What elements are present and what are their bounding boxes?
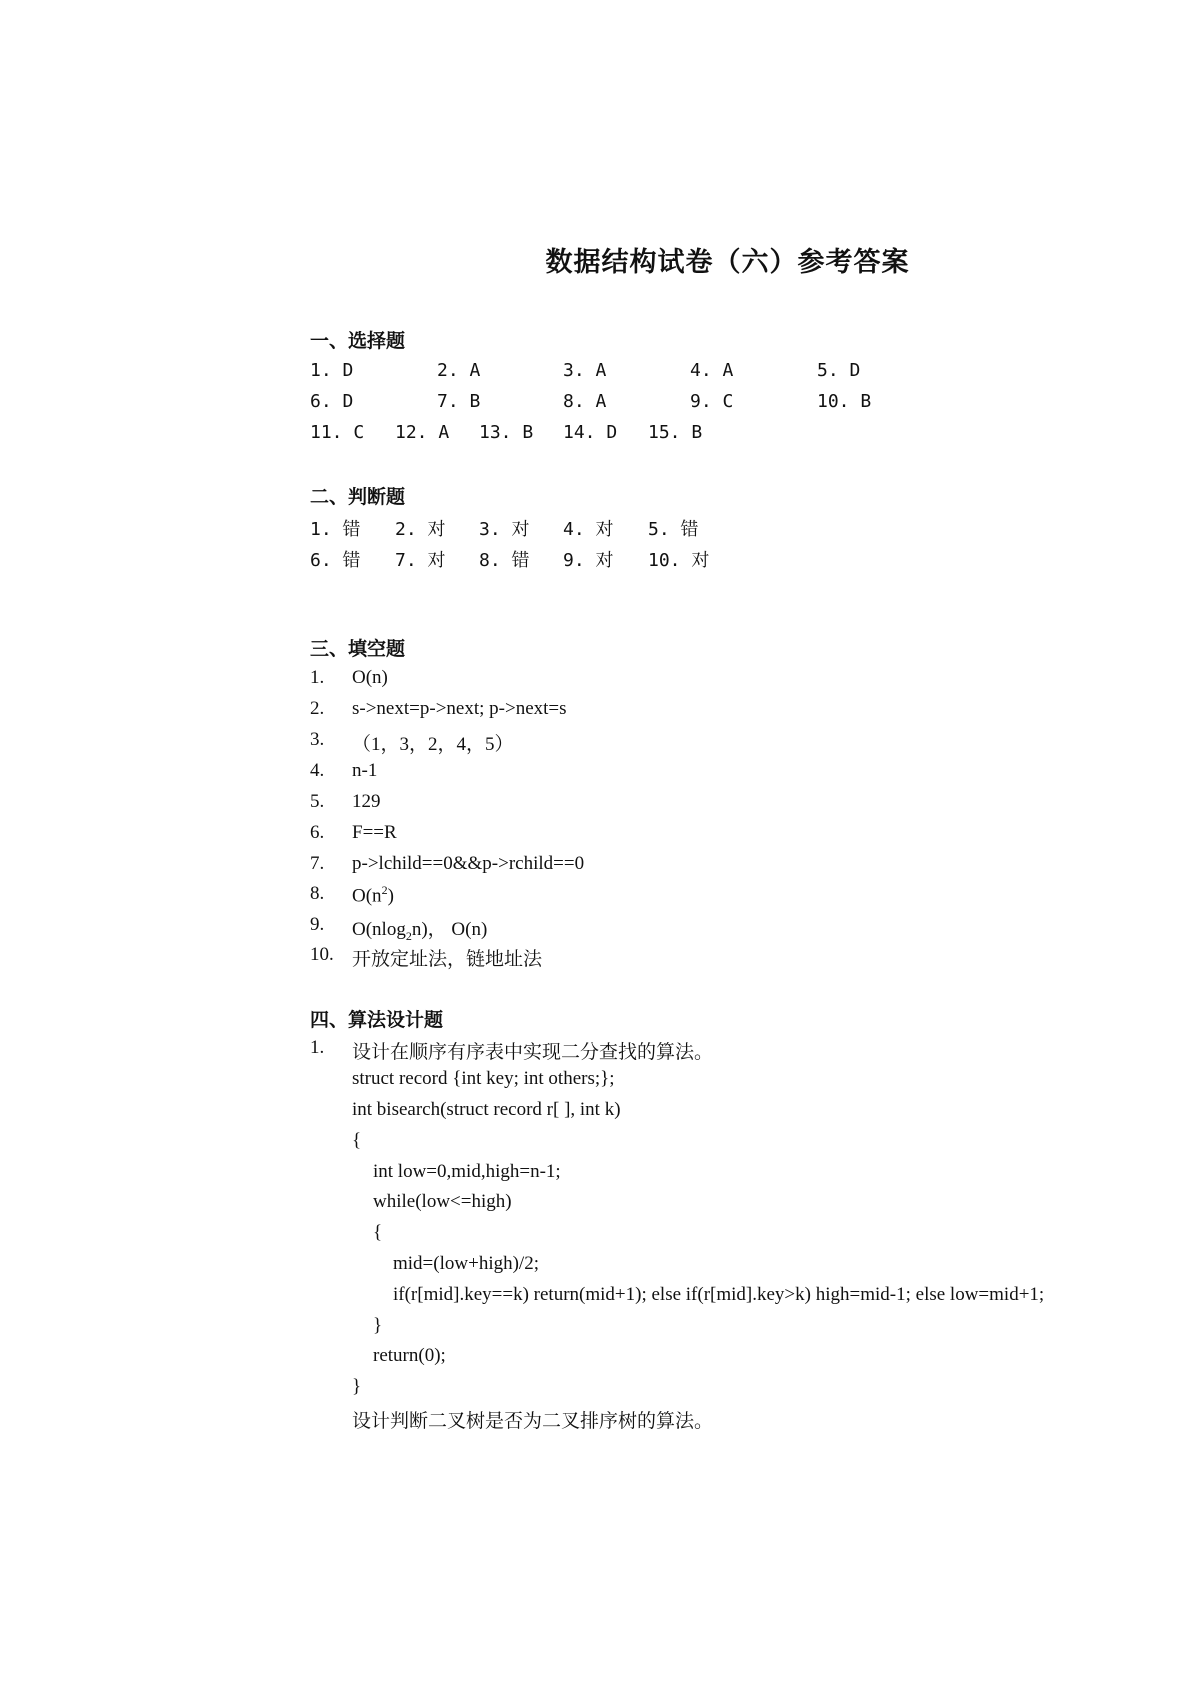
fill-item-number: 2. bbox=[310, 698, 325, 719]
judgement-answer: 6. 错 bbox=[310, 550, 361, 571]
page-title: 数据结构试卷（六）参考答案 bbox=[545, 247, 910, 278]
fill-item-number: 7. bbox=[310, 853, 325, 874]
judgement-answer: 1. 错 bbox=[310, 519, 361, 540]
judgement-answer: 2. 对 bbox=[395, 519, 446, 540]
choice-answer: 6. D bbox=[310, 391, 354, 412]
fill-item-answer: F==R bbox=[352, 822, 397, 843]
code-line: { bbox=[352, 1130, 362, 1151]
choice-answer: 5. D bbox=[817, 360, 861, 381]
algorithm-question-text: 设计判断二叉树是否为二叉排序树的算法。 bbox=[352, 1410, 714, 1432]
choice-answer: 1. D bbox=[310, 360, 354, 381]
fill-item-answer: （1，3，2，4，5） bbox=[352, 734, 514, 755]
judgement-answer: 3. 对 bbox=[479, 519, 530, 540]
fill-item-number: 1. bbox=[310, 667, 325, 688]
code-line: mid=(low+high)/2; bbox=[393, 1253, 539, 1274]
fill-item-number: 9. bbox=[310, 914, 325, 935]
judgement-answer: 5. 错 bbox=[648, 519, 699, 540]
choice-answer: 4. A bbox=[690, 360, 734, 381]
fill-item-answer: n-1 bbox=[352, 760, 378, 781]
choice-answer: 9. C bbox=[690, 391, 734, 412]
code-line: int bisearch(struct record r[ ], int k) bbox=[352, 1099, 621, 1120]
choice-answer: 13. B bbox=[479, 422, 534, 443]
choice-answer: 14. D bbox=[563, 422, 618, 443]
fill-item-number: 4. bbox=[310, 760, 325, 781]
code-line: } bbox=[373, 1315, 383, 1336]
section-heading-choice: 一、选择题 bbox=[310, 330, 406, 352]
choice-answer: 11. C bbox=[310, 422, 365, 443]
choice-answer: 8. A bbox=[563, 391, 607, 412]
section-heading-judgement: 二、判断题 bbox=[310, 486, 406, 508]
judgement-answer: 4. 对 bbox=[563, 519, 614, 540]
fill-item-answer: $O(n^2)$ bbox=[352, 883, 394, 907]
choice-answer: 12. A bbox=[395, 422, 450, 443]
fill-item-answer: p->lchild==0&&p->rchild==0 bbox=[352, 853, 585, 874]
code-line: while(low<=high) bbox=[373, 1191, 512, 1212]
choice-answer: 2. A bbox=[437, 360, 481, 381]
fill-item-answer: O(nlog$_2$n)， O(n) bbox=[352, 919, 488, 943]
algorithm-question-text: 设计在顺序有序表中实现二分查找的算法。 bbox=[352, 1041, 714, 1063]
fill-item-number: 5. bbox=[310, 791, 325, 812]
fill-item-answer: 129 bbox=[352, 791, 381, 812]
algorithm-question-number: 1. bbox=[310, 1037, 325, 1058]
fill-item-number: 10. bbox=[310, 944, 334, 965]
choice-answer: 15. B bbox=[648, 422, 703, 443]
fill-item-number: 3. bbox=[310, 729, 325, 750]
choice-answer: 3. A bbox=[563, 360, 607, 381]
judgement-answer: 10. 对 bbox=[648, 550, 710, 571]
judgement-answer: 8. 错 bbox=[479, 550, 530, 571]
code-line: { bbox=[373, 1222, 383, 1243]
section-heading-algorithm: 四、算法设计题 bbox=[310, 1009, 444, 1031]
section-heading-fill-blank: 三、填空题 bbox=[310, 638, 406, 660]
code-line: return(0); bbox=[373, 1345, 446, 1366]
code-line: struct record {int key; int others;}; bbox=[352, 1068, 615, 1089]
judgement-answer: 9. 对 bbox=[563, 550, 614, 571]
code-line: } bbox=[352, 1376, 362, 1397]
choice-answer: 7. B bbox=[437, 391, 481, 412]
fill-item-number: 6. bbox=[310, 822, 325, 843]
code-line: if(r[mid].key==k) return(mid+1); else if(r[mid].key>k) high=mid-1; else low=mid+1; bbox=[393, 1284, 1045, 1305]
choice-answer: 10. B bbox=[817, 391, 872, 412]
code-line: int low=0,mid,high=n-1; bbox=[373, 1161, 561, 1182]
fill-item-answer: 开放定址法，链地址法 bbox=[352, 948, 543, 970]
fill-item-answer: O(n) bbox=[352, 667, 388, 688]
fill-item-answer: s->next=p->next; p->next=s bbox=[352, 698, 567, 719]
fill-item-number: 8. bbox=[310, 883, 325, 904]
judgement-answer: 7. 对 bbox=[395, 550, 446, 571]
